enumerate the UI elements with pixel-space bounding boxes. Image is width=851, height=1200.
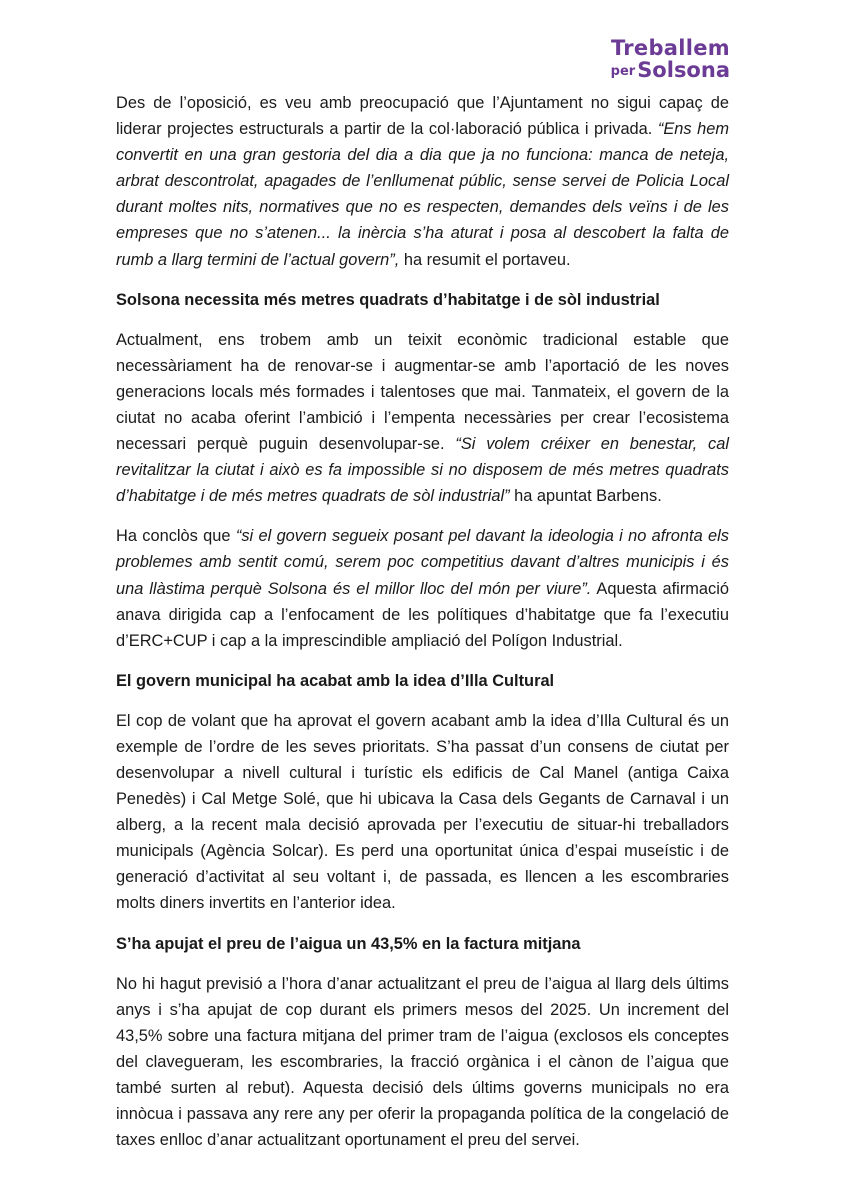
paragraph-3-text-a: Ha conclòs que [116,527,236,546]
paragraph-3-text-b: Aquesta afirmació anava dirigida cap a l’enfocament de les polítiques d’habitatge que fa l’executiu d’ERC+CUP i cap a la imprescindible ampliació del Polígon Industrial. [116,579,729,650]
paragraph-1-quote: “Ens hem convertit en una gran gestoria del dia a dia que ja no funciona: manca de neteja, arbrat descontrolat, apagades de l’enllumenat públic, sense servei de Policia Local durant moltes nits, normatives que no es respecten, demandes dels veïns i de les empreses que no s’atenen... la inèrcia s’ha aturat i posa al descobert la falta de rumb a llarg termini de l’actual govern”, [116,120,729,269]
heading-housing: Solsona necessita més metres quadrats d’habitatge i de sòl industrial [116,290,660,309]
logo-solsona: Solsona [637,58,730,82]
paragraph-3-quote: “si el govern segueix posant pel davant la ideologia i no afronta els problemes amb sentit comú, serem poc competitius davant d’altres municipis i és una llàstima perquè Solsona és el millor lloc del món per viure”. [116,527,729,598]
paragraph-1-text-b: ha resumit el portaveu. [399,250,571,269]
paragraph-1-text-a: Des de l’oposició, es veu amb preocupació que l’Ajuntament no sigui capaç de liderar projectes estructurals a partir de la col·laboració pública i privada. [116,94,729,139]
paragraph-2-text-b: ha apuntat Barbens. [509,487,662,506]
party-logo [611,38,730,81]
heading-water-price: S’ha apujat el preu de l’aigua un 43,5% en la factura mitjana [116,934,581,953]
paragraph-2-text-a: Actualment, ens trobem amb un teixit econòmic tradicional estable que necessàriament ha de renovar-se i augmentar-se amb l’aportació de les noves generacions locals més formades i talentoses que mai. Tanmateix, el govern de la ciutat no acaba oferint l’ambició i l’empenta necessàries per crear l’ecosistema necessari perquè puguin desenvolupar-se. [116,330,729,454]
heading-illa-cultural: El govern municipal ha acabat amb la idea d’Illa Cultural [116,671,555,690]
paragraph-2 [116,327,729,510]
logo-line-2 [611,60,730,81]
logo-per: per [610,64,636,79]
paragraph-3 [116,523,729,653]
paragraph-1 [116,90,729,273]
paragraph-5: No hi hagut previsió a l’hora d’anar actualitzant el preu de l’aigua al llarg dels últims anys i s’ha apujat de cop durant els primers mesos del 2025. Un increment del 43,5% sobre una factura mitjana del primer tram de l’aigua (exclosos els conceptes del clavegueram, les escombraries, la fracció orgànica i el cànon de l’aigua que també surten al rebut). Aquesta decisió dels últims governs municipals no era innòcua i passava any rere any per oferir la propaganda política de la congelació de taxes enlloc d’anar actualitzant oportunament el preu del servei. [116,974,729,1150]
paragraph-4: El cop de volant que ha aprovat el govern acabant amb la idea d’Illa Cultural és un exemple de l’ordre de les seves prioritats. S’ha passat d’un consens de ciutat per desenvolupar a nivell cultural i turístic els edificis de Cal Manel (antiga Caixa Penedès) i Cal Metge Solé, que hi ubicava la Casa dels Gegants de Carnaval i un alberg, a la recent mala decisió aprovada per l’executiu de situar-hi treballadors municipals (Agència Solcar). Es perd una oportunitat única d’espai museístic i de generació d’activitat al seu voltant i, de passada, es llencen a les escombraries molts diners invertits en l’anterior idea. [116,711,729,913]
paragraph-2-quote: “Si volem créixer en benestar, cal revitalitzar la ciutat i això es fa impossible si no disposem de més metres quadrats d’habitatge i de més metres quadrats de sòl industrial” [116,435,729,506]
logo-line-1: Treballem [610,36,730,60]
document-body [116,90,729,1167]
